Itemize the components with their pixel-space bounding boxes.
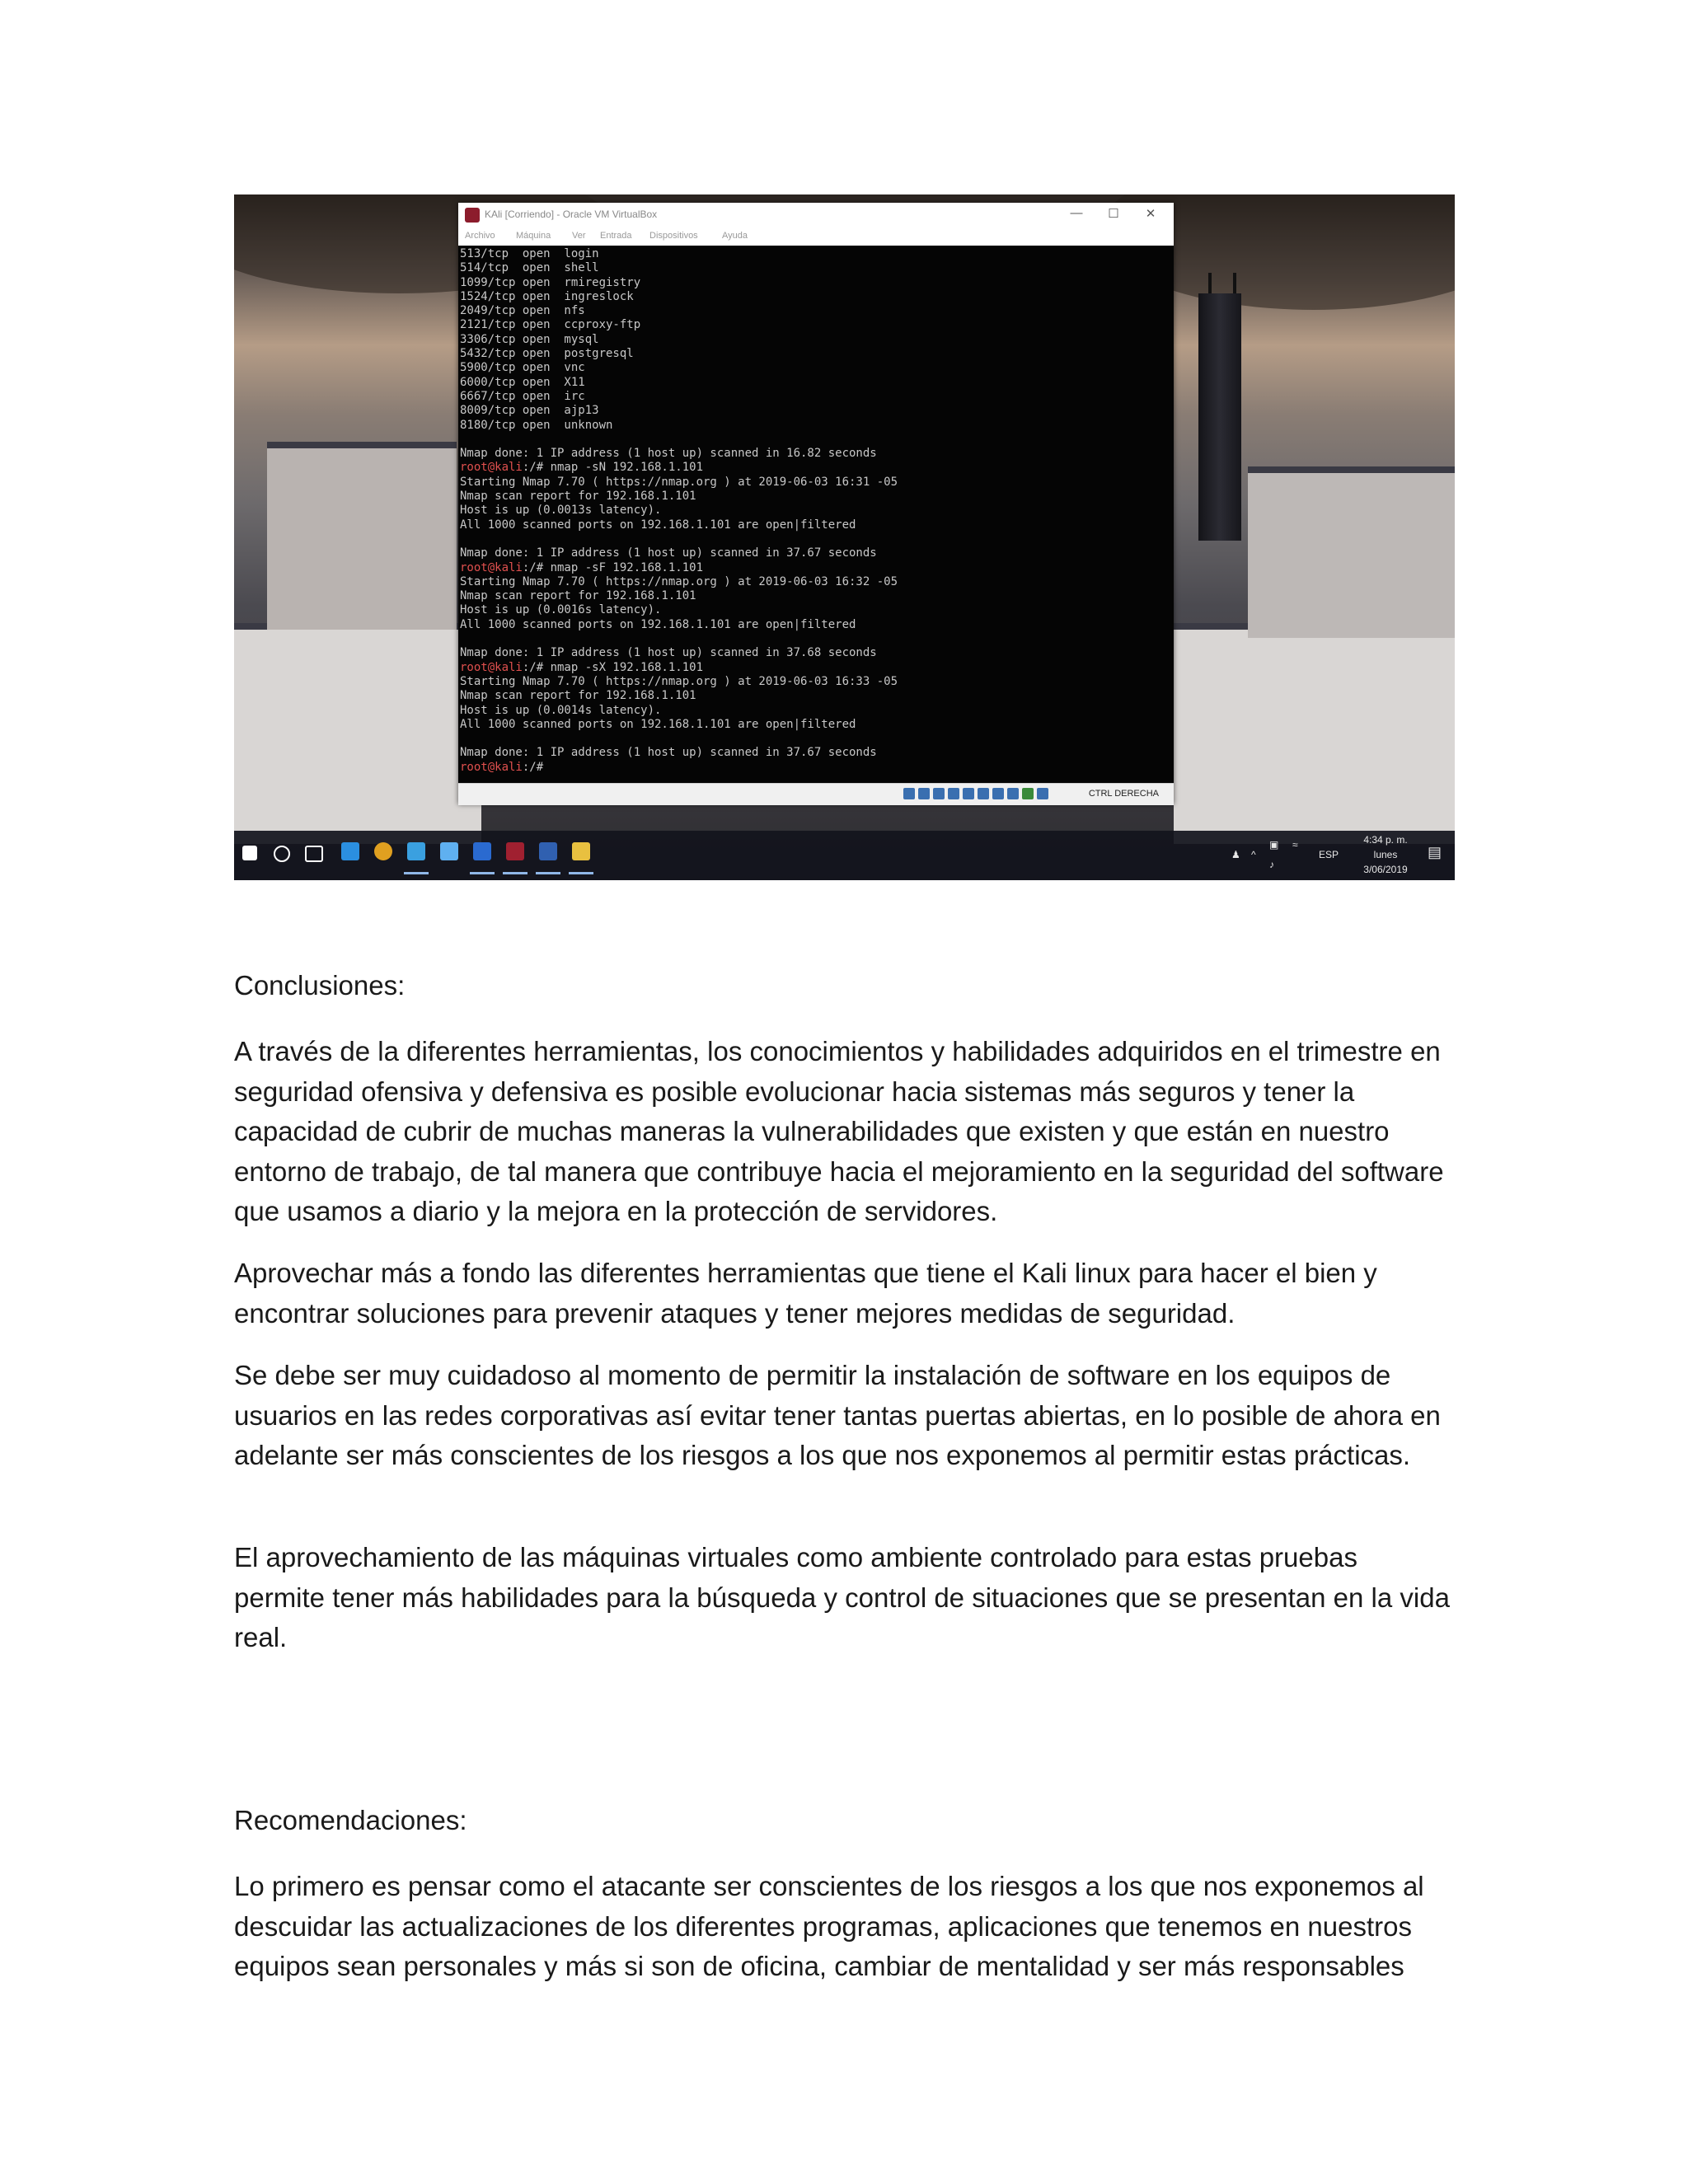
- building-right-back: [1248, 466, 1455, 638]
- edge-icon[interactable]: [341, 842, 359, 860]
- close-button[interactable]: ✕: [1145, 207, 1156, 221]
- virtualbox-icon: [465, 208, 480, 223]
- terminal-text: [460, 532, 467, 546]
- building-right: [1174, 623, 1455, 844]
- terminal-text: Starting Nmap 7.70 ( https://nmap.org ) at 2019-06-03 16:32 -05: [460, 574, 898, 588]
- terminal-text: Nmap done: 1 IP address (1 host up) scanned in 37.67 seconds: [460, 546, 877, 560]
- terminal-prompt: root@kali: [460, 760, 523, 774]
- terminal-line: [460, 490, 1174, 504]
- conclusiones-paragraph-3: Se debe ser muy cuidadoso al momento de permitir la instalación de software en los equipos de usuarios en las redes corporativas así evitar tener tantas puertas abiertas, en lo posible de ahora en adelante ser más conscientes de los riesgos a los que nos exponemos al permitir estas prácticas.: [234, 1360, 1441, 1470]
- terminal-line: [460, 390, 1174, 404]
- terminal-text: [460, 732, 467, 745]
- terminal-line: [460, 261, 1174, 275]
- terminal-line: [460, 518, 1174, 532]
- clock-day[interactable]: lunes: [1373, 849, 1398, 860]
- terminal-prompt: root@kali: [460, 660, 523, 674]
- active-indicator: [470, 872, 495, 874]
- wifi-icon[interactable]: ≈: [1292, 839, 1298, 851]
- terminal-line: [460, 689, 1174, 703]
- terminal-line: [460, 318, 1174, 332]
- windows-taskbar: [234, 831, 1455, 880]
- terminal-line: [460, 704, 1174, 718]
- menu-dispositivos[interactable]: Dispositivos: [649, 231, 698, 241]
- menu-entrada[interactable]: Entrada: [600, 231, 632, 241]
- app-icon[interactable]: [407, 842, 425, 860]
- terminal-line: [460, 546, 1174, 560]
- optical-icon: [918, 788, 930, 799]
- terminal-text: 8009/tcp open ajp13: [460, 404, 599, 418]
- terminal-text: 1099/tcp open rmiregistry: [460, 275, 641, 289]
- chevron-up-icon[interactable]: ^: [1251, 849, 1256, 860]
- recomendaciones-heading: Recomendaciones:: [234, 1805, 467, 1835]
- city-tower: [1198, 293, 1241, 541]
- terminal-text: Host is up (0.0013s latency).: [460, 504, 662, 518]
- folder-icon[interactable]: [572, 842, 590, 860]
- terminal-line: [460, 476, 1174, 490]
- mouse-integration-icon: [1037, 788, 1048, 799]
- terminal-line: [460, 532, 1174, 546]
- terminal-text: :/#: [522, 760, 544, 774]
- active-indicator: [503, 872, 528, 874]
- audio-icon: [933, 788, 945, 799]
- notification-icon[interactable]: ▤: [1428, 844, 1442, 860]
- embedded-screenshot: [234, 194, 1455, 880]
- terminal-line: [460, 504, 1174, 518]
- conclusiones-paragraph-1: A través de la diferentes herramientas, los conocimientos y habilidades adquiridos en el trimestre en seguridad ofensiva y defensiva es posible evolucionar hacia sistemas más seguros y tener la capacidad de cubrir de muchas maneras la vulnerabilidades que existen y que están en nuestro entorno de trabajo, de tal manera que contribuye hacia el mejoramiento en la seguridad del software que usamos a diario y la mejora en la protección de servidores.: [234, 1036, 1444, 1226]
- window-title: KAli [Corriendo] - Oracle VM VirtualBox: [485, 209, 658, 220]
- terminal-text: Host is up (0.0014s latency).: [460, 703, 662, 717]
- terminal-line: [460, 333, 1174, 347]
- terminal-text: [460, 632, 467, 645]
- terminal-text: Nmap scan report for 192.168.1.101: [460, 490, 696, 504]
- terminal-text: 2121/tcp open ccproxy-ftp: [460, 318, 641, 332]
- terminal-line: [460, 761, 1174, 775]
- terminal-line: [460, 447, 1174, 461]
- terminal-prompt: root@kali: [460, 560, 523, 574]
- terminal-text: 1524/tcp open ingreslock: [460, 289, 634, 303]
- language-indicator[interactable]: ESP: [1319, 849, 1339, 860]
- terminal-text: 6000/tcp open X11: [460, 375, 585, 389]
- terminal-line: [460, 632, 1174, 646]
- task-view-icon[interactable]: [305, 846, 323, 862]
- virtualbox-window: [458, 203, 1174, 804]
- usb-icon: [963, 788, 974, 799]
- disk-icon: [903, 788, 915, 799]
- terminal-line: [460, 675, 1174, 689]
- terminal-text: 5900/tcp open vnc: [460, 361, 585, 375]
- terminal-text: 8180/tcp open unknown: [460, 418, 613, 432]
- terminal-text: 513/tcp open login: [460, 247, 599, 260]
- terminal-text: Starting Nmap 7.70 ( https://nmap.org ) at 2019-06-03 16:31 -05: [460, 475, 898, 489]
- virtualization-icon: [1022, 788, 1034, 799]
- terminal-text: Host is up (0.0016s latency).: [460, 603, 662, 617]
- host-key-label: CTRL DERECHA: [1088, 789, 1159, 799]
- menu-archivo[interactable]: Archivo: [465, 231, 495, 241]
- terminal-text: [460, 433, 467, 446]
- virtualbox-taskbar-icon[interactable]: [506, 842, 524, 860]
- shared-folder-icon: [978, 788, 989, 799]
- terminal-line: [460, 718, 1174, 732]
- building-left-back: [267, 442, 457, 630]
- menu-ver[interactable]: Ver: [572, 231, 586, 241]
- recording-icon: [1007, 788, 1019, 799]
- terminal-line: [460, 603, 1174, 617]
- terminal-text: Nmap done: 1 IP address (1 host up) scanned in 37.67 seconds: [460, 746, 877, 760]
- building-left: [234, 623, 481, 844]
- active-indicator: [536, 872, 560, 874]
- terminal-line: [460, 433, 1174, 447]
- terminal-line: [460, 376, 1174, 390]
- display-icon: [992, 788, 1004, 799]
- volume-icon[interactable]: ♪: [1269, 859, 1274, 870]
- terminal-line: [460, 646, 1174, 660]
- status-bar: [458, 783, 1174, 805]
- terminal-text: :/# nmap -sN 192.168.1.101: [522, 461, 704, 475]
- terminal-line: [460, 419, 1174, 433]
- conclusiones-heading: Conclusiones:: [234, 970, 406, 1001]
- menu-bar: [458, 227, 1174, 246]
- terminal-text: 2049/tcp open nfs: [460, 304, 585, 318]
- terminal-line: [460, 290, 1174, 304]
- terminal-line: [460, 461, 1174, 475]
- terminal-line: [460, 304, 1174, 318]
- word-icon[interactable]: [539, 842, 557, 860]
- conclusiones-paragraph-2: Aprovechar más a fondo las diferentes herramientas que tiene el Kali linux para hacer el bien y encontrar soluciones para prevenir ataques y tener mejores medidas de seguridad.: [234, 1258, 1377, 1329]
- active-indicator: [569, 872, 593, 874]
- start-icon[interactable]: [242, 846, 257, 860]
- terminal-output[interactable]: [458, 246, 1174, 783]
- terminal-line: [460, 247, 1174, 261]
- terminal-text: 5432/tcp open postgresql: [460, 347, 634, 361]
- terminal-text: :/# nmap -sX 192.168.1.101: [522, 660, 704, 674]
- monitor-icon[interactable]: [440, 842, 458, 860]
- terminal-line: [460, 347, 1174, 361]
- terminal-text: 6667/tcp open irc: [460, 389, 585, 403]
- terminal-line: [460, 561, 1174, 575]
- network-icon: [948, 788, 959, 799]
- minimize-button[interactable]: —: [1070, 206, 1083, 220]
- terminal-line: [460, 575, 1174, 589]
- people-icon[interactable]: ♟: [1231, 849, 1240, 860]
- terminal-text: Starting Nmap 7.70 ( https://nmap.org ) at 2019-06-03 16:33 -05: [460, 674, 898, 688]
- chrome-icon[interactable]: [374, 842, 392, 860]
- terminal-text: 3306/tcp open mysql: [460, 332, 599, 346]
- conclusiones-paragraph-4: El aprovechamiento de las máquinas virtuales como ambiente controlado para estas pruebas permite tener más habilidades para la búsqueda y control de situaciones que se presentan en la vida real.: [234, 1542, 1450, 1652]
- terminal-text: 514/tcp open shell: [460, 261, 599, 275]
- clock-time[interactable]: 4:34 p. m.: [1363, 834, 1408, 846]
- active-indicator: [404, 872, 429, 874]
- recomendaciones-paragraph-1: Lo primero es pensar como el atacante ser conscientes de los riesgos a los que nos exponemos al descuidar las actualizaciones de los diferentes programas, aplicaciones que tenemos en nuestros equipos sean personales y más si son de oficina, cambiar de mentalidad y ser más responsables: [234, 1871, 1424, 1981]
- terminal-line: [460, 276, 1174, 290]
- terminal-line: [460, 618, 1174, 632]
- terminal-line: [460, 404, 1174, 418]
- terminal-text: All 1000 scanned ports on 192.168.1.101 are open|filtered: [460, 518, 856, 532]
- window-titlebar: [458, 203, 1174, 227]
- terminal-line: [460, 732, 1174, 746]
- browser-icon[interactable]: [473, 842, 491, 860]
- terminal-text: Nmap scan report for 192.168.1.101: [460, 589, 696, 603]
- terminal-text: Nmap scan report for 192.168.1.101: [460, 689, 696, 703]
- maximize-button[interactable]: ☐: [1108, 207, 1119, 221]
- search-icon[interactable]: [274, 846, 290, 862]
- terminal-line: [460, 589, 1174, 603]
- terminal-text: Nmap done: 1 IP address (1 host up) scanned in 37.68 seconds: [460, 646, 877, 660]
- terminal-line: [460, 746, 1174, 760]
- menu-ayuda[interactable]: Ayuda: [722, 231, 748, 241]
- terminal-text: All 1000 scanned ports on 192.168.1.101 are open|filtered: [460, 717, 856, 731]
- clock-date[interactable]: 3/06/2019: [1363, 864, 1408, 875]
- terminal-text: :/# nmap -sF 192.168.1.101: [522, 560, 704, 574]
- terminal-prompt: root@kali: [460, 461, 523, 475]
- terminal-text: Nmap done: 1 IP address (1 host up) scanned in 16.82 seconds: [460, 447, 877, 461]
- terminal-line: [460, 661, 1174, 675]
- terminal-line: [460, 361, 1174, 375]
- menu-maquina[interactable]: Máquina: [516, 231, 551, 241]
- terminal-text: All 1000 scanned ports on 192.168.1.101 are open|filtered: [460, 617, 856, 631]
- battery-icon[interactable]: ▣: [1269, 839, 1279, 851]
